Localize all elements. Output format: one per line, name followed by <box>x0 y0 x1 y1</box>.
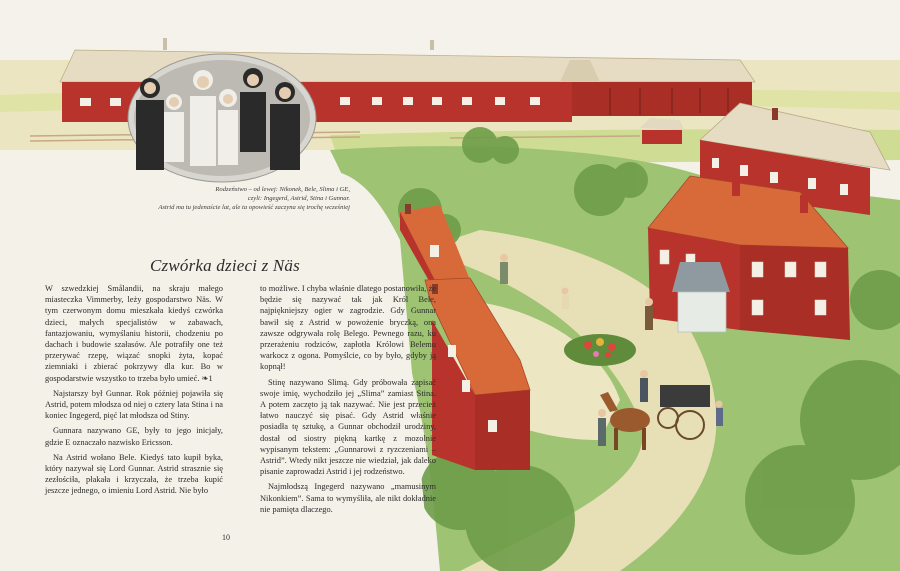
paragraph: Na Astrid wołano Bele. Kiedyś tato kupił byka, który nazywał się Lord Gunnar. Astrid strasznie się zezłościła, płakała i krzyczała, że trzeba kupić jeszcze jednego, o imieniu Lord Astrid. Nie było <box>45 452 223 496</box>
caption-line-1: Rodzeństwo – od lewej: Nikonek, Bele, Slima i GE, <box>215 186 350 193</box>
flowerbed <box>564 334 636 366</box>
paragraph: Gunnara nazywano GE, były to jego inicjały, gdzie E oznaczało nazwisko Ericsson. <box>45 426 223 447</box>
caption-line-3: Astrid ma tu jedenaście lat, ale ta opowieść zaczyna się trochę wcześniej <box>158 204 350 211</box>
photo-caption <box>150 185 350 212</box>
paragraph: Najstarszy był Gunnar. Rok później pojawiła się Astrid, potem młodsza od niej o cztery lata Stina i na koniec Ingegerd, pięć lat młodsza od Stiny. <box>45 388 223 421</box>
text-column-1 <box>45 283 223 497</box>
paragraph: Najmłodszą Ingegerd nazywano „mamusinym Nikonkiem”. Sama to wymyśliła, ale nikt dokładnie nie pamięta dlaczego. <box>260 482 436 514</box>
chapter-title: Czwórka dzieci z Näs <box>150 256 300 275</box>
family-photo <box>128 54 316 182</box>
paragraph: Stinę nazywano Slimą. Gdy próbowała zapisać swoje imię, wychodziło jej „Slima” zamiast Stina. A potem zaczęto ją tak nazywać. Nie jest przecież łatwo nauczyć się pisać. Gdy Astrid właśnie posiadła tę sztukę, a Gunnar obchodził urodziny, dostał od siostry piękną kartkę z mozolnie wypisanym tekstem: „Gunnarowi z ryzczeniami – Astrid”. Wtedy nikt jeszcze nie wiedział, jak daleko pisanie zaprowadzi Astrid i jej rodzeństwo. <box>260 377 436 477</box>
text-column-2 <box>260 283 436 515</box>
paragraph: W szwedzkiej Smålandii, na skraju małego miasteczka Vimmerby, leży gospodarstwo Näs. W tym czerwonym domu mieszkała kiedyś czwórka dzieci, małych specjalistów w zabawach, fantazjowaniu, wymyślaniu historii, chodzeniu po dachach i budowie szałasów. Ale potrafiły one też przerywać rzepę, wiązać snopki żyta, kopać ziemniaki i zbierać pokrzywy dla kur. Bo w gospodarstwie wszystko to trzeba było umieć. ❧1 <box>45 284 223 383</box>
paragraph: to możliwe. I chyba właśnie dlatego postanowiła, że będzie się nazywać tak jak Król Bele, najpiękniejszy ogier w zagrodzie. Gdy Gunnar bawił się z Astrid w powożenie bryczką, ona zawsze odgrywała rolę Belego. Pewnego razu, ku przerażeniu rodziców, zapłotła Królowi Belemu warkocz z ogona. Pomyślcie, co by było, gdyby ją kopnął! <box>260 284 436 372</box>
caption-line-2: czyli: Ingegerd, Astrid, Stina i Gunnar. <box>247 195 350 202</box>
page-number: 10 <box>222 533 230 542</box>
small-shed <box>640 118 684 144</box>
